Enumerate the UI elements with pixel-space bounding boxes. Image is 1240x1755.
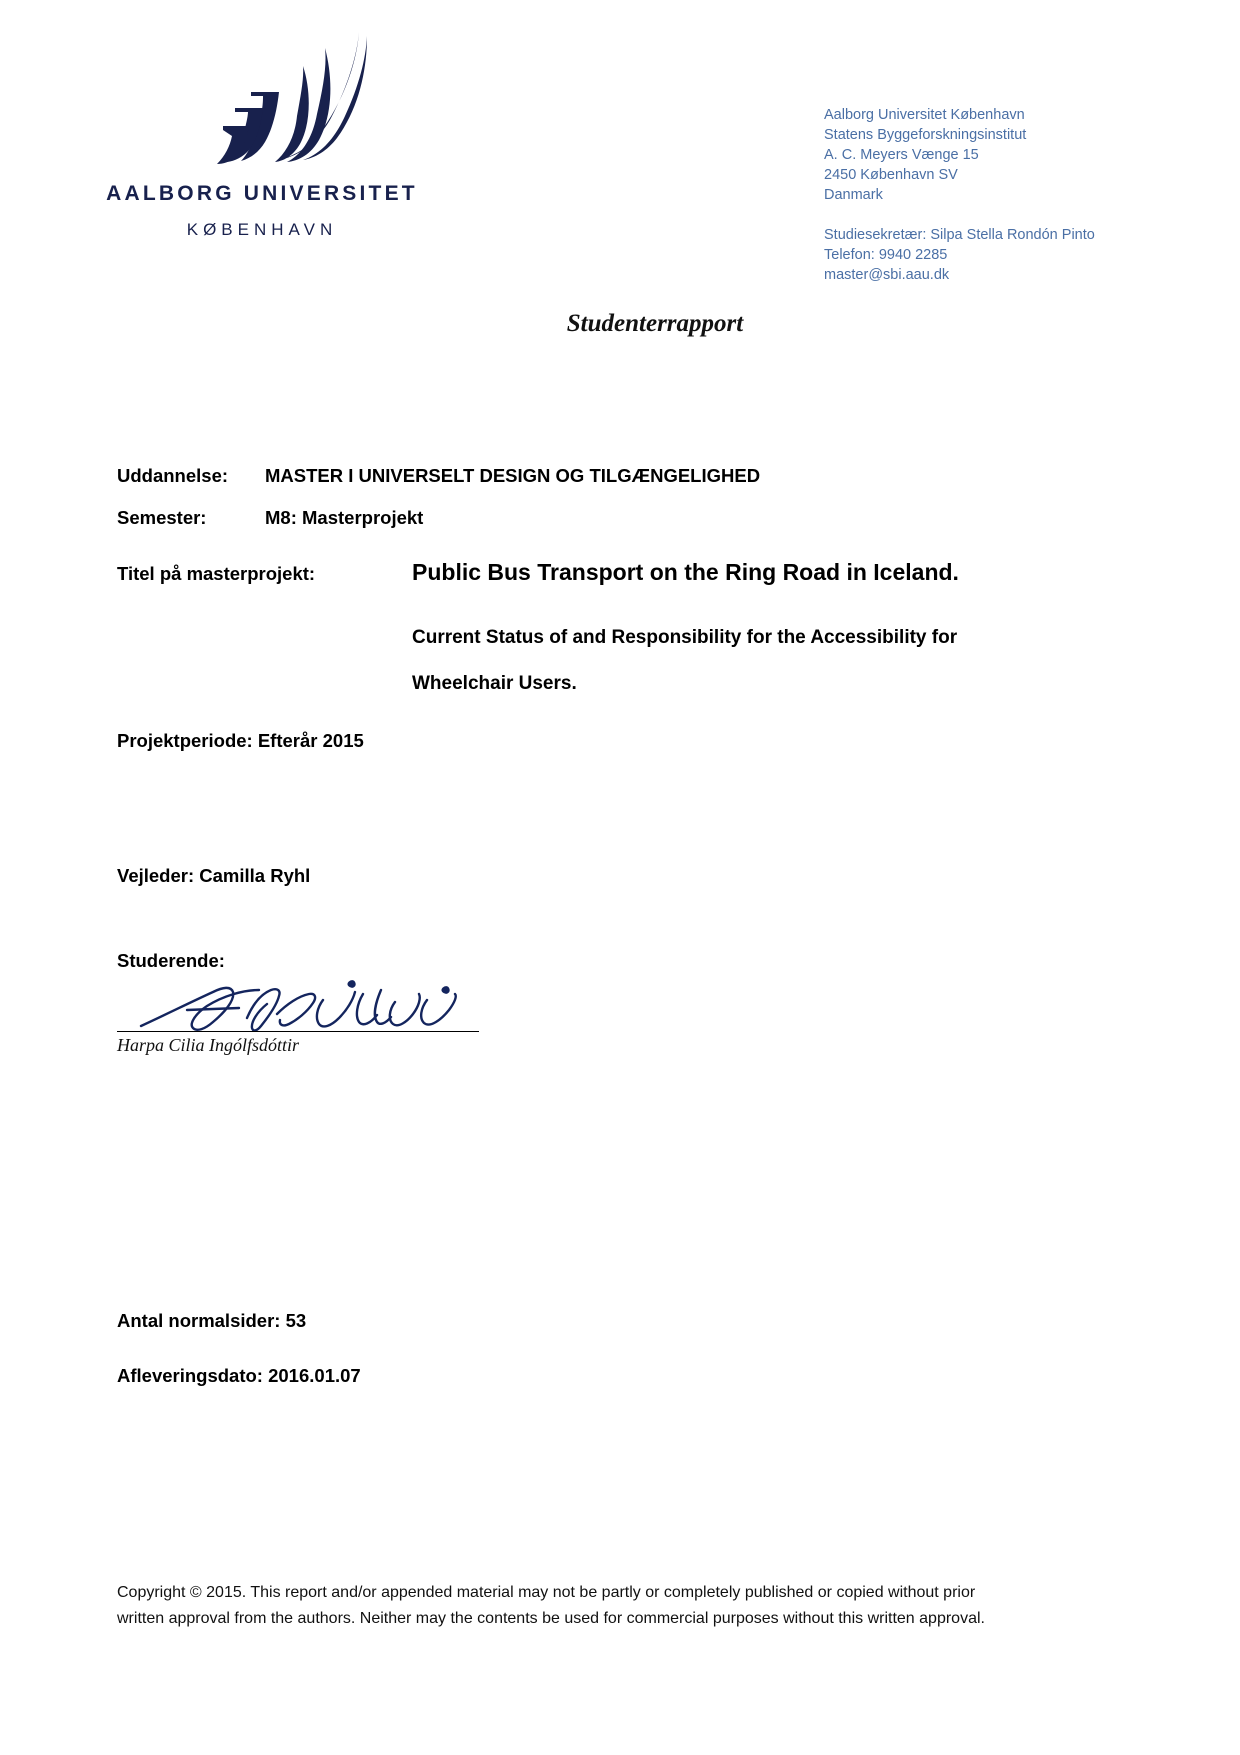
semester-value: M8: Masterprojekt	[265, 507, 424, 528]
copyright-line-1: Copyright © 2015. This report and/or appended material may not be partly or completely published or copied without prior	[117, 1584, 976, 1601]
logo-wordmark: AALBORG UNIVERSITET	[106, 182, 418, 205]
address-line-3: A. C. Meyers Vænge 15	[824, 147, 979, 163]
field-row-semester	[117, 507, 1117, 529]
address-line-4: 2450 København SV	[824, 167, 958, 183]
supervisor: Vejleder: Camilla Ryhl	[117, 865, 311, 886]
address-line-2: Statens Byggeforskningsinstitut	[824, 127, 1027, 143]
project-title-line-1: Public Bus Transport on the Ring Road in Iceland.	[412, 559, 959, 585]
address-spacer	[824, 205, 1095, 225]
uddannelse-value: MASTER I UNIVERSELT DESIGN OG TILGÆNGELIGHED	[265, 465, 761, 486]
address-line-5: Danmark	[824, 187, 883, 203]
field-row-uddannelse	[117, 465, 1117, 487]
copyright-line-2: written approval from the authors. Neither may the contents be used for commercial purposes without this written approval.	[117, 1610, 985, 1627]
project-title-line-2: Current Status of and Responsibility for the Accessibility for	[412, 627, 958, 648]
metadata-fields	[117, 465, 1117, 707]
study-secretary: Studiesekretær: Silpa Stella Rondón Pinto	[824, 227, 1095, 243]
submission-date: Afleveringsdato: 2016.01.07	[117, 1365, 361, 1386]
signature-area	[117, 975, 537, 1055]
titel-label: Titel på masterprojekt:	[117, 563, 316, 584]
uddannelse-label: Uddannelse:	[117, 465, 229, 486]
student-label: Studerende:	[117, 950, 225, 971]
project-title-line-3: Wheelchair Users.	[412, 673, 577, 694]
phone-number: Telefon: 9940 2285	[824, 247, 948, 263]
signature-rule	[117, 1031, 479, 1032]
copyright-notice	[117, 1580, 1077, 1632]
semester-label: Semester:	[117, 507, 207, 528]
address-block	[824, 105, 1095, 285]
page-count: Antal normalsider: 53	[117, 1310, 307, 1331]
project-period: Projektperiode: Efterår 2015	[117, 730, 364, 751]
report-type-title: Studenterrapport	[566, 310, 744, 337]
field-row-titel	[117, 549, 1117, 595]
email-address: master@sbi.aau.dk	[824, 267, 950, 283]
university-logo	[62, 30, 462, 240]
student-name: Harpa Cilia Ingólfsdóttir	[117, 1035, 300, 1055]
address-line-1: Aalborg Universitet København	[824, 107, 1025, 123]
logo-subword: KØBENHAVN	[186, 220, 338, 239]
aau-flame-icon	[207, 30, 447, 170]
